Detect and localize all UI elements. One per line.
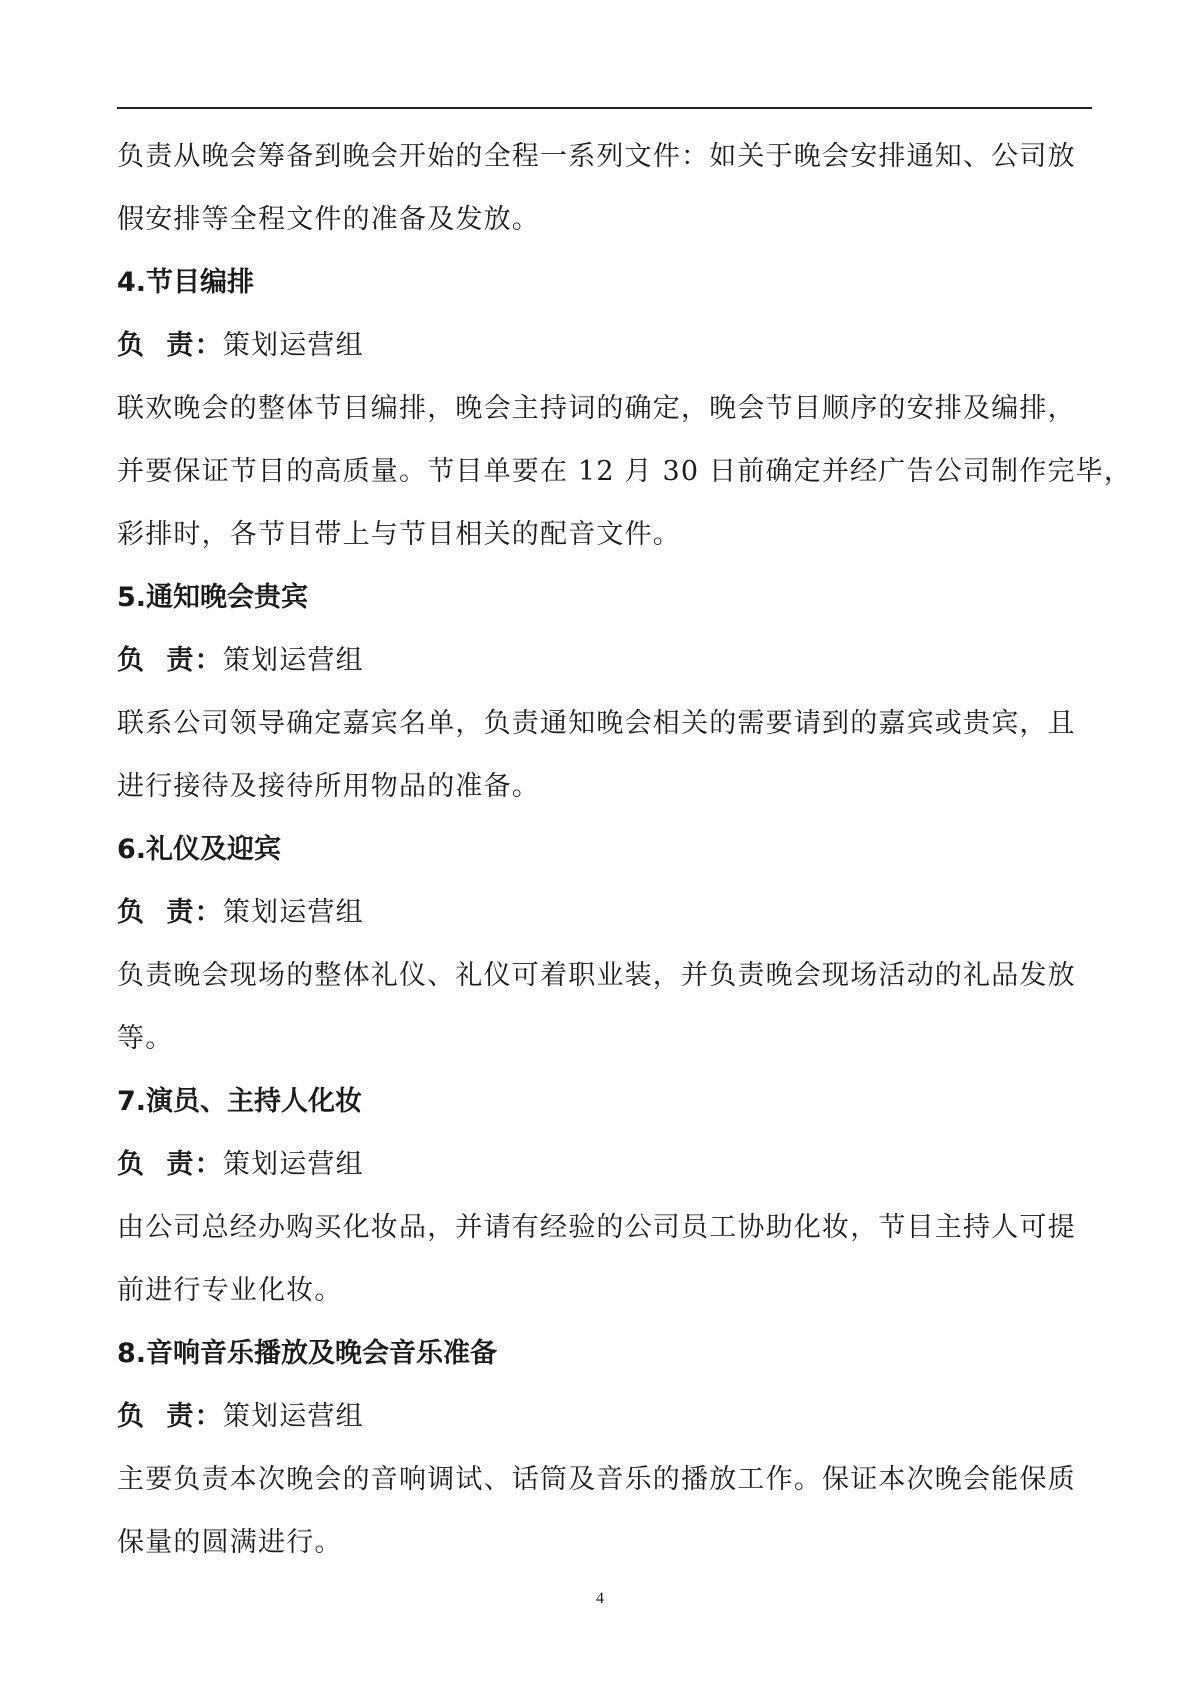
responsible-line <box>117 881 1092 944</box>
paragraph-line: 联欢晚会的整体节目编排，晚会主持词的确定，晚会节目顺序的安排及编排， <box>117 393 1076 424</box>
responsible-label: 负 责： <box>117 645 223 676</box>
responsible-label: 负 责： <box>117 1149 223 1180</box>
section-heading: 5.通知晚会贵宾 <box>117 582 309 613</box>
responsible-value: 策划运营组 <box>222 897 364 928</box>
section-heading: 8.音响音乐播放及晚会音乐准备 <box>117 1338 498 1369</box>
paragraph-line: 负责从晚会筹备到晚会开始的全程一系列文件：如关于晚会安排通知、公司放 <box>117 141 1076 172</box>
responsible-label: 负 责： <box>117 897 223 928</box>
header-rule <box>117 107 1092 109</box>
paragraph-line: 彩排时，各节目带上与节目相关的配音文件。 <box>117 519 681 550</box>
responsible-line <box>117 314 1092 377</box>
responsible-value: 策划运营组 <box>222 645 364 676</box>
paragraph-line: 进行接待及接待所用物品的准备。 <box>117 771 540 802</box>
responsible-value: 策划运营组 <box>222 1149 364 1180</box>
responsible-label: 负 责： <box>117 1401 223 1432</box>
paragraph-line: 由公司总经办购买化妆品，并请有经验的公司员工协助化妆，节目主持人可提 <box>117 1212 1076 1243</box>
responsible-label: 负 责： <box>117 330 223 361</box>
paragraph-line: 保量的圆满进行。 <box>117 1527 343 1558</box>
paragraph-line: 前进行专业化妆。 <box>117 1275 343 1306</box>
document-body <box>117 125 1133 1574</box>
responsible-value: 策划运营组 <box>222 330 364 361</box>
responsible-value: 策划运营组 <box>222 1401 364 1432</box>
paragraph-line: 等。 <box>117 1023 174 1054</box>
section-heading: 6.礼仪及迎宾 <box>117 834 282 865</box>
responsible-line <box>117 1133 1092 1196</box>
section-heading: 4.节目编排 <box>117 267 255 298</box>
paragraph-line: 主要负责本次晚会的音响调试、话筒及音乐的播放工作。保证本次晚会能保质 <box>117 1464 1076 1495</box>
paragraph-line: 并要保证节目的高质量。节目单要在 12 月 30 日前确定并经广告公司制作完毕， <box>117 456 1133 487</box>
responsible-line <box>117 1385 1092 1448</box>
paragraph-line: 负责晚会现场的整体礼仪、礼仪可着职业装，并负责晚会现场活动的礼品发放 <box>117 960 1076 991</box>
responsible-line <box>117 629 1092 692</box>
section-heading: 7.演员、主持人化妆 <box>117 1086 363 1117</box>
paragraph-line: 联系公司领导确定嘉宾名单，负责通知晚会相关的需要请到的嘉宾或贵宾，且 <box>117 708 1076 739</box>
paragraph-line: 假安排等全程文件的准备及发放。 <box>117 204 540 235</box>
page-number: 4 <box>596 1590 604 1607</box>
